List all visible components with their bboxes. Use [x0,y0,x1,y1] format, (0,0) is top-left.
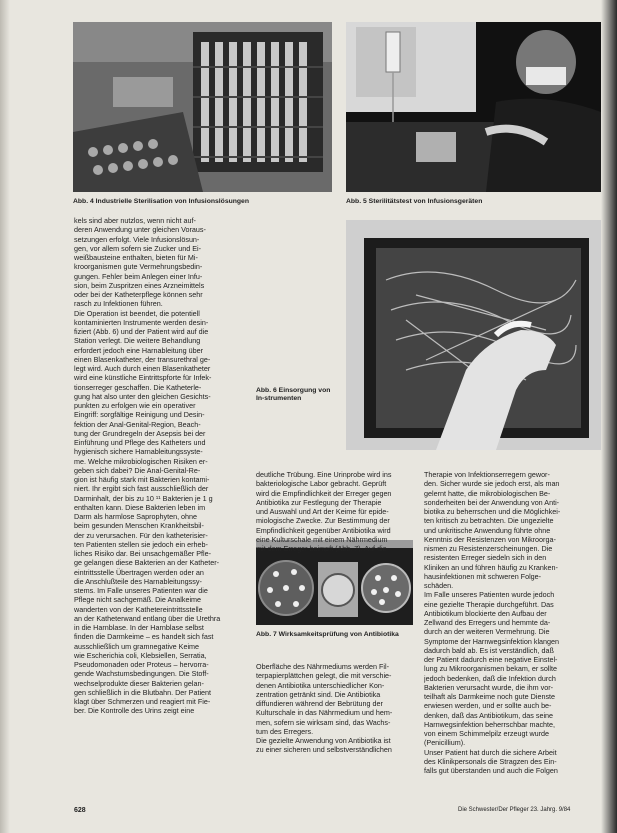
text-line: resistenten Erreger siedeln sich in den [424,553,547,563]
text-line: gen schließlich in die Blutbahn. Der Patient [74,687,212,697]
text-line: punkten zu erfolgen wie ein operativer [74,401,196,410]
text-line: und Auswahl und Art der Keime für epide- [256,507,389,516]
text-line: wie Escherichia coli, Klebsiellen, Serratia, [74,650,207,660]
text-line: sion, beim Zuspritzen eines Arzneimittels [74,280,205,290]
text-line: durch an der weiteren Vermehrung. Die [424,627,550,637]
text-line: liches Risiko dar. Bei unsachgemäßer Pfle- [74,549,212,558]
text-line: gen, vor allem sofern sie Zucker und Ei- [74,243,202,253]
text-line: deren Anwendung unter gleichen Voraus- [74,225,206,235]
text-line: miologische Zwecke. Zur Bestimmung der [256,516,390,526]
text-line: Kliniken an und führen häufig zu Kranken- [424,562,558,572]
text-line: Zellwand des Erregers und hemmte da- [424,618,551,627]
page-edge-shadow-right [601,0,617,833]
text-line: weißbausteine enthalten, bieten für Mi- [74,253,198,262]
text-column-3 [424,470,601,775]
text-line: gelernt hatte, die mikrobiologischen Be- [424,488,551,498]
text-line: teilhaft als Darmkeime noch gute Dienste [424,692,556,701]
text-line: wird eine künstliche Eintrittspforte für Infek- [74,373,212,383]
text-line: niert. Ihr ergibt sich fast ausschließlich der [74,484,209,494]
text-line: enthalten kann. Diese Bakterien leben im [74,502,206,512]
text-line: tum des Erregers. [256,726,314,736]
text-column-1 [74,216,245,716]
text-line: stems. Im Falle unseres Patienten war die [74,586,208,595]
text-line: falls gut überstanden und auch die Folgen [424,766,558,775]
text-line: Die gezielte Anwendung von Antibiotika ist [256,736,391,745]
text-line: zu einer sicheren und selbstverständlichen [256,745,392,755]
text-line: oder bei der Katheterpflege können sehr [74,290,203,299]
text-line: die Anschlußteile des Harnableitungssy- [74,576,202,586]
caption-fig5: Abb. 5 Sterilitätstest von Infusionsgeräten [346,198,483,205]
text-line: an der Katheterwand entlang über die Urethra [74,613,221,623]
text-line: Im Falle unseres Patienten wurde jedoch [424,590,555,600]
text-line: schäden. [424,581,454,590]
text-line: Oberfläche des Nährmediums werden Fil- [256,662,390,671]
text-line: lung zu Mikroorganismen bekam, er sollte [424,664,558,674]
photo-instrument-disinfection [346,220,601,450]
text-line: terpapierplättchen gelegt, die mit verschie- [256,671,392,681]
text-line: erwiesen werden, und er sollte auch be- [424,701,552,711]
text-line: denen Antibiotika unterschiedlicher Kon- [256,680,385,690]
text-line: diffundieren während der Bebrütung der [256,699,383,708]
text-line: Antibiotikum blockierte den Aufbau der [424,608,547,618]
text-line: ausschließlich um gramnegative Keime [74,641,200,651]
caption-fig7-text: Abb. 7 Wirksamkeitsprüfung von Antibiotika [256,631,399,638]
text-line: klagt über Schmerzen und reagiert mit Fie- [74,697,211,706]
text-line: zentration getränkt sind. Die Antibiotika [256,689,381,699]
text-line: Die Operation ist beendet, die potentiell [74,308,200,318]
text-line: hygienisch sichere Harnableitungssyste- [74,447,203,457]
text-line: Bakterien verursacht wurde, die ihm vor- [424,682,554,692]
text-line: Empfindlichkeit gegenüber Antibiotika wird [256,525,391,535]
text-line: den. Sicher wurde sie jedoch erst, als man [424,479,560,489]
caption-fig7 [256,631,416,639]
text-line: Kenntnis der Resistenzen von Mikroorga- [424,534,556,544]
journal-footer: Die Schwester/Der Pfleger 23. Jahrg. 9/84 [458,807,571,813]
caption-fig6-text: Abb. 6 Einsorgung von In-strumenten [256,387,331,402]
text-line: kels sind aber nutzlos, wenn nicht auf- [74,216,196,225]
text-line: beim gesunden Menschen Krankheitsbil- [74,521,204,531]
caption-fig4: Abb. 4 Industrielle Sterilisation von Infusionslösungen [73,198,249,205]
text-line: eine gezielte Therapie durchgeführt. Das [424,599,554,609]
text-line: ge gelangen diese Bakterien an der Katheter- [74,558,220,568]
text-line: setzungen erfolgt. Viele Infusionslösun- [74,234,200,244]
text-line: Symptome der Harnwegsinfektion klangen [424,636,560,646]
text-line: Pseudomonaden oder Proteus – hervorra- [74,660,209,669]
text-line: Kulturschale in das Nährmedium und hem- [256,708,393,718]
text-line: ten Patienten stellen sie jedoch ein erheb- [74,539,208,549]
text-line: wanderten von der Kathetereintrittsstelle [74,604,203,614]
text-line: me. Welche mikrobiologischen Risiken er- [74,456,208,466]
text-line: gung hat also unter den gleichen Gesichts- [74,391,211,401]
caption-fig6 [256,387,340,403]
text-line: Station verlegt. Die weitere Behandlung [74,336,201,346]
text-column-2-bottom [256,662,416,755]
text-line: Einführung und Pflege des Katheters und [74,438,206,447]
text-line: jedoch bedenken, daß die Infektion durch [424,673,556,683]
text-line: denken, daß das Antibiotikum, das seine [424,710,554,720]
text-line: fektion der Anal-Genital-Region, Beach- [74,419,201,429]
text-line: nismen zu Resistenzerscheinungen. Die [424,544,553,553]
text-line: einen Blasenkatheter, der transurethral ge- [74,354,211,364]
text-line: finden die Darmkeime – es handelt sich fast [74,632,214,642]
text-line: Eingriff: sorgfältige Reinigung und Desin- [74,410,205,420]
page-number: 628 [74,807,86,814]
text-line: gungen. Fehler beim Anlegen einer Infu- [74,271,203,281]
text-line: ten kritisch zu betrachten. Die ungezielte [424,516,554,526]
text-line: mit dem Erreger beimpft (Abb. 7). Auf die [256,544,387,553]
text-line: biotika zu beherrschen und die Möglichkei- [424,507,561,516]
text-line: eine Kulturschale mit einem Nährmedium [256,534,388,544]
text-line: Antibiotika zur Festlegung der Therapie [256,497,382,507]
text-line: fiziert (Abb. 6) und der Patient wird auf die [74,327,209,336]
text-line: tionserreger geschaffen. Die Katheterle- [74,382,202,392]
text-line: Therapie von Infektionserregern gewor- [424,470,550,479]
text-column-2-top [256,470,416,553]
text-line: ber. Die Kontrolle des Urins zeigt eine [74,706,195,716]
text-line: und unkritische Anwendung führte ohne [424,525,551,535]
text-line: Pflege nicht sachgemäß. Die Analkeime [74,595,202,605]
text-line: wechselprodukte dieser Bakterien gelan- [74,678,204,688]
text-line: eintrittsstelle Übertragen werden oder an [74,567,204,577]
text-line: men, sofern sie wirksam sind, das Wachs- [256,717,391,727]
text-line: des Klinikpersonals die Stragzen des Ein- [424,756,557,766]
text-line: dadurch bald ab. Es ist verständlich, daß [424,645,554,655]
text-line: in die Harnblase. In der Harnblase selbst [74,623,204,632]
text-line: (Penicillium). [424,738,466,748]
text-line: sonderheiten bei der Anwendung von Anti- [424,497,560,507]
text-line: von einem Schimmelpilz erzeugt wurde [424,729,550,738]
text-line: Darm als harmlose Saprophyten, ohne [74,512,198,521]
text-line: Unser Patient hat durch die sichere Arbeit [424,747,557,757]
photo-industrial-sterilization [73,22,332,192]
page-edge-shadow-left [0,0,10,833]
text-line: legt wird. Auch durch einen Blasenkatheter [74,364,211,373]
text-line: rasch zu Infektionen führen. [74,299,163,309]
text-line: kroorganismen gute Vermehrungsbedin- [74,262,203,272]
text-line: Darminhalt, der bis zu 10 ¹¹ Bakterien je 1 g [74,493,213,503]
text-line: bakteriologische Labor gebracht. Geprüft [256,479,387,489]
photo-sterility-test [346,22,601,192]
text-line: hausinfektionen mit schweren Folge- [424,571,542,581]
text-line: gende Wachstumsbedingungen. Die Stoff- [74,669,209,679]
text-line: wird die Empfindlichkeit der Erreger gegen [256,488,392,498]
text-line: gion ist häufig stark mit Bakterien kontami- [74,475,210,484]
text-line: erfordert jedoch eine Harnableitung über [74,345,204,355]
text-line: der zu verursachen. Für den katheterisier- [74,530,208,540]
text-line: kontaminierten Instrumente werden desin- [74,317,209,327]
text-line: deutliche Trübung. Eine Urinprobe wird ins [256,470,392,479]
text-line: der Patient dadurch eine negative Einstel- [424,655,558,664]
text-line: geben sich dabei? Die Anal-Genital-Re- [74,465,201,475]
text-line: tung der Grundregeln der Asepsis bei der [74,428,206,438]
text-line: Harnwegsinfektion beherrschbar machte, [424,719,556,729]
